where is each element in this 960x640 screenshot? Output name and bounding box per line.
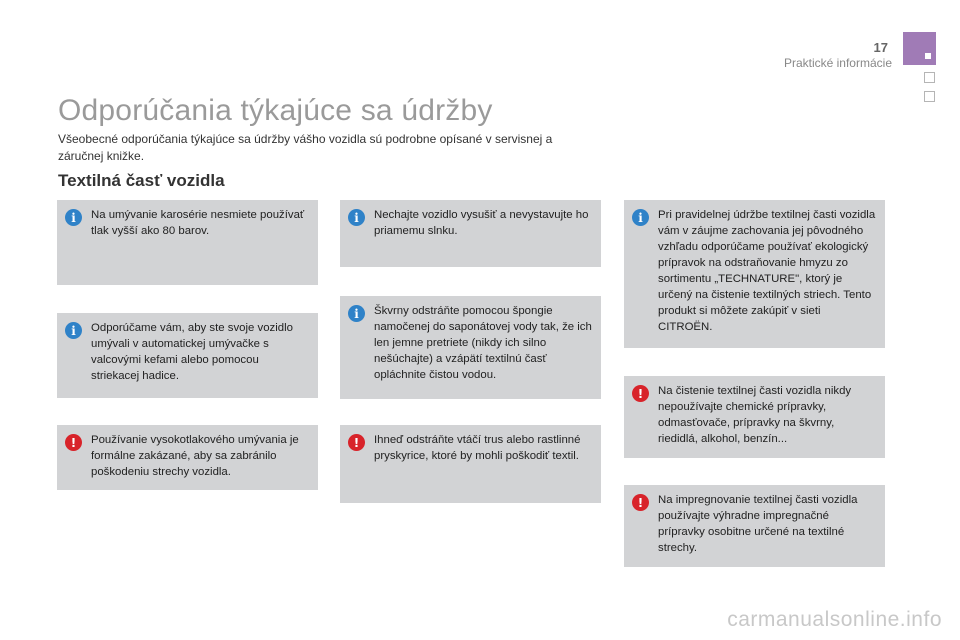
note-box	[57, 313, 318, 398]
note-text: Ihneď odstráňte vtáčí trus alebo rastlinné pryskyrice, ktoré by mohli poškodiť textil.	[374, 434, 581, 462]
note-box	[340, 296, 601, 399]
note-box	[57, 200, 318, 285]
chapter-tab-dot	[925, 53, 931, 59]
note-box	[57, 425, 318, 490]
info-icon: i	[632, 209, 649, 226]
note-text: Škvrny odstráňte pomocou špongie namočenej do saponátovej vody tak, že ich len jemne pretriete (nikdy ich silno nešúchajte) a vzápätí textilnú časť opláchnite čistou vodou.	[374, 305, 592, 381]
warning-icon: !	[348, 434, 365, 451]
info-icon: i	[65, 209, 82, 226]
note-box	[340, 200, 601, 267]
chapter-square-2	[924, 91, 935, 102]
page-number: 17	[873, 40, 888, 55]
note-box	[624, 376, 885, 458]
watermark: carmanualsonline.info	[727, 608, 942, 631]
note-text: Na impregnovanie textilnej časti vozidla používajte výhradne impregnačné prípravky osobitne určené na textilné strechy.	[658, 494, 858, 554]
warning-icon: !	[65, 434, 82, 451]
note-box	[624, 200, 885, 348]
note-text: Pri pravidelnej údržbe textilnej časti vozidla vám v záujme zachovania jej pôvodného vzhľadu odporúčame používať ekologický prípravok na odstraňovanie hmyzu zo sortimentu „TECHNATURE", ktorý je určený na čistenie textilných striech. Tento produkt si môžete zakúpiť v sieti CITROËN.	[658, 209, 876, 333]
note-text: Na čistenie textilnej časti vozidla nikdy nepoužívajte chemické prípravky, odmasťovače, prípravky na škvrny, riedidlá, alkohol, benzín...	[658, 385, 852, 445]
section-subtitle: Textilná časť vozidla	[58, 171, 225, 190]
chapter-square-1	[924, 72, 935, 83]
note-text: Odporúčame vám, aby ste svoje vozidlo umývali v automatickej umývačke s valcovými kefami alebo pomocou striekacej hadice.	[91, 322, 293, 382]
intro-text: Všeobecné odporúčania týkajúce sa údržby vášho vozidla sú podrobne opísané v servisnej a záručnej knižke.	[58, 132, 553, 163]
note-box	[624, 485, 885, 567]
chapter-tab	[903, 32, 936, 65]
note-text: Na umývanie karosérie nesmiete používať tlak vyšší ako 80 barov.	[91, 209, 305, 237]
warning-icon: !	[632, 494, 649, 511]
info-icon: i	[348, 305, 365, 322]
section-name: Praktické informácie	[783, 56, 892, 70]
note-text: Používanie vysokotlakového umývania je formálne zakázané, aby sa zabránilo poškodeniu strechy vozidla.	[91, 434, 299, 478]
info-icon: i	[65, 322, 82, 339]
warning-icon: !	[632, 385, 649, 402]
info-icon: i	[348, 209, 365, 226]
note-text: Nechajte vozidlo vysušiť a nevystavujte ho priamemu slnku.	[374, 209, 589, 237]
note-box	[340, 425, 601, 503]
page-title: Odporúčania týkajúce sa údržby	[58, 94, 493, 127]
